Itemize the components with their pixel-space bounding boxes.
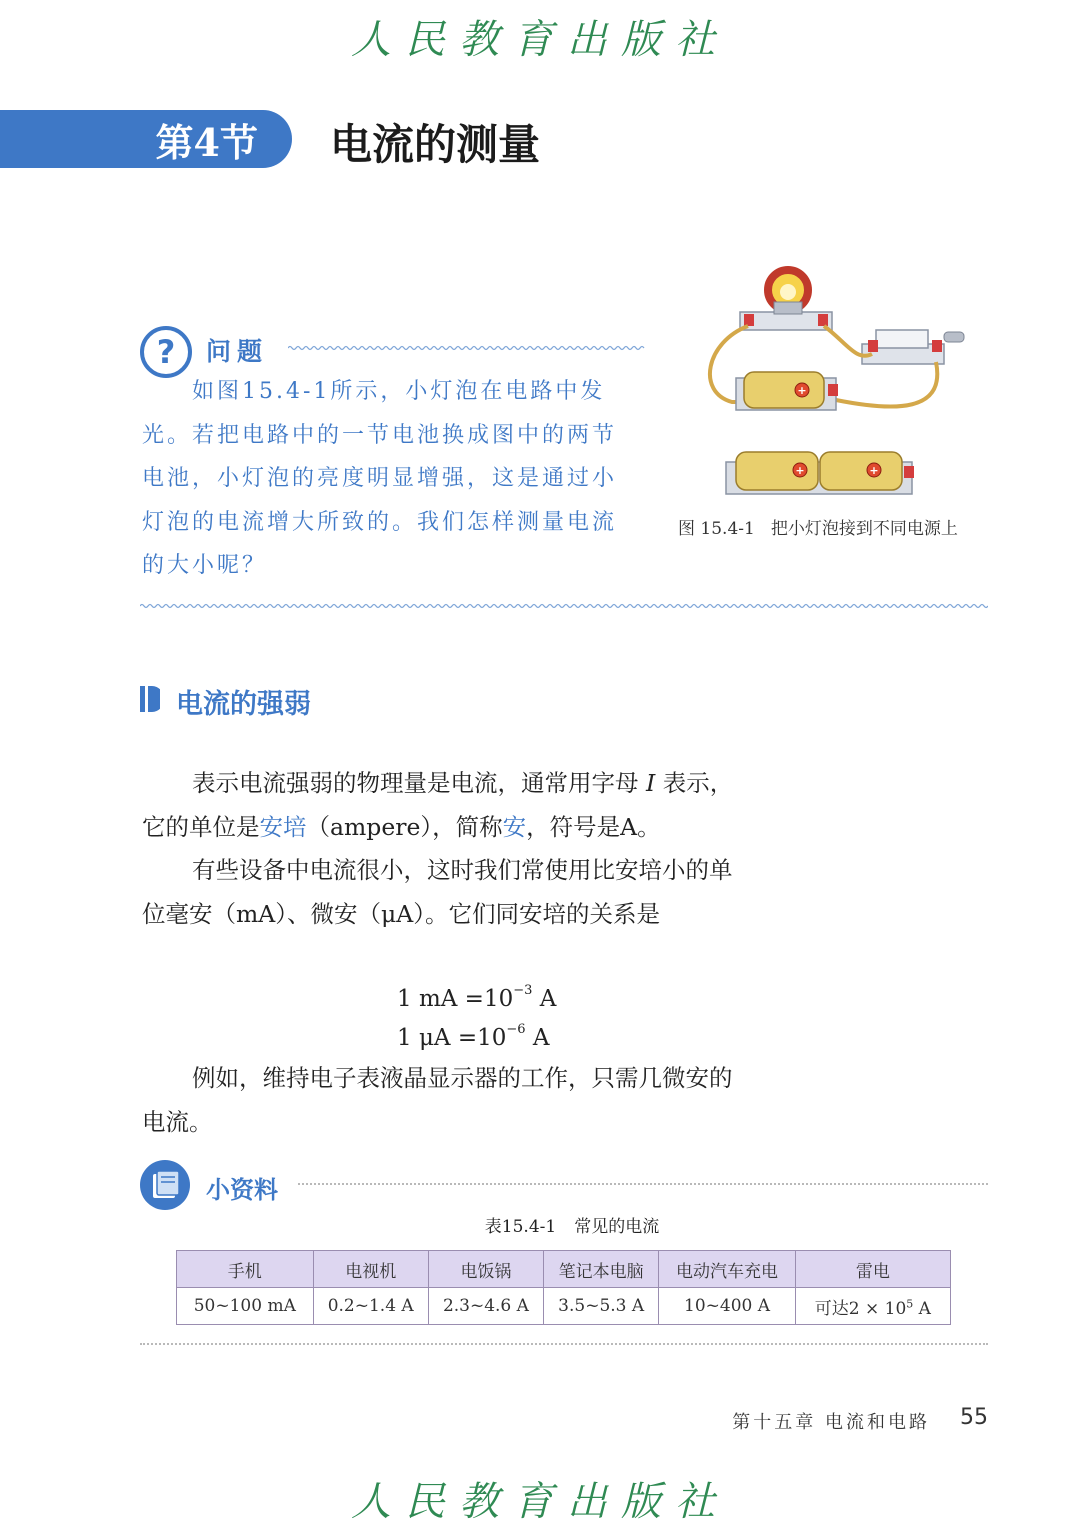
table-header-row (177, 1251, 951, 1288)
table-cell: 3.5~5.3 A (544, 1288, 659, 1325)
section-title: 电流的测量 (330, 120, 541, 169)
svg-text:+: + (797, 384, 807, 397)
table-header: 电视机 (313, 1251, 428, 1288)
formula-ma: 1 mA $=10^{-3}$ A (397, 983, 557, 1012)
page-number: 55 (960, 1405, 988, 1430)
table-header: 笔记本电脑 (544, 1251, 659, 1288)
publisher-footer: 人民教育出版社 (351, 1479, 729, 1525)
table-header: 电饭锅 (428, 1251, 543, 1288)
section-marker-icon (140, 686, 160, 712)
table-id: 表15.4-1 (484, 1217, 557, 1237)
table-header: 雷电 (795, 1251, 950, 1288)
problem-label: 问题 (206, 337, 269, 366)
paragraph-2 (142, 849, 742, 936)
publisher-header: 人民教育出版社 (351, 17, 729, 63)
wavy-divider-bottom (140, 603, 988, 609)
table-header: 手机 (177, 1251, 314, 1288)
unit-term: 安培 (259, 812, 307, 841)
paragraph-3 (142, 1057, 742, 1144)
wire (836, 362, 937, 407)
formula-ua: 1 $\mu A =10^{-6}$ A (397, 1022, 550, 1051)
table-caption (0, 1212, 1080, 1237)
section-number-band: 第4节 (0, 110, 292, 168)
p3-text: 例如，维持电子表液晶显示器的工作，只需几微安的电流。 (142, 1064, 733, 1136)
chapter-footer: 第十五章 电流和电路 (732, 1412, 930, 1433)
table-row (177, 1288, 951, 1325)
table-cell: 0.2~1.4 A (313, 1288, 428, 1325)
battery (820, 452, 902, 490)
paragraph-1 (142, 762, 742, 849)
circuit-figure (696, 262, 986, 512)
current-symbol: I (645, 769, 656, 797)
current-table (176, 1250, 951, 1325)
subsection-title: 电流的强弱 (176, 689, 311, 720)
dotted-divider (298, 1183, 988, 1185)
battery (744, 372, 824, 408)
svg-text:+: + (795, 464, 805, 477)
table-cell: 2.3~4.6 A (428, 1288, 543, 1325)
dotted-divider-bottom (140, 1343, 988, 1345)
table-header: 电动汽车充电 (659, 1251, 795, 1288)
table-cell: 10~400 A (659, 1288, 795, 1325)
problem-text: 如图15.4-1所示，小灯泡在电路中发光。若把电路中的一节电池换成图中的两节电池，小灯泡的亮度明显增强，这是通过小灯泡的电流增大所致的。我们怎样测量电流的大小呢？ (142, 379, 618, 578)
table-cell: 50~100 mA (177, 1288, 314, 1325)
figure-caption-text: 把小灯泡接到不同电源上 (770, 519, 958, 539)
p1-text-a: 表示电流强弱的物理量是电流，通常用字母 (192, 769, 639, 797)
table-title: 常见的电流 (574, 1217, 660, 1237)
p1-text-b: 表示，它的单位是 (142, 769, 734, 841)
figure-caption (678, 514, 974, 539)
book-icon (140, 1160, 190, 1210)
wavy-divider (288, 345, 646, 351)
svg-text:+: + (869, 464, 879, 477)
unit-short-term: 安 (502, 812, 527, 841)
p1-text-c: （ampere），简称 (306, 812, 503, 841)
p1-text-d: ，符号是A。 (526, 812, 661, 841)
table-cell: 可达$2 \times 10^5$ A (795, 1288, 950, 1325)
p2-text: 有些设备中电流很小，这时我们常使用比安培小的单位毫安（mA）、微安（μA）。它们同安培的关系是 (142, 856, 733, 928)
question-icon: ? (140, 326, 192, 378)
figure-id: 图 15.4-1 (678, 519, 755, 539)
info-label: 小资料 (206, 1176, 278, 1204)
